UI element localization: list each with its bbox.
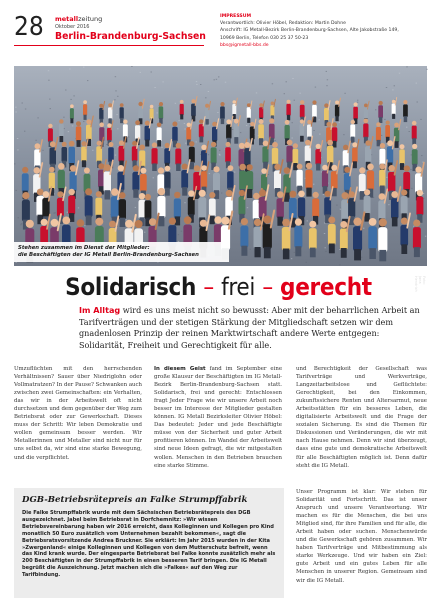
caption-line2: die Beschäftigten der IG Metall Berlin-Brandenburg-Sachsen: [18, 252, 199, 258]
column-2-text: fand im September eine große Klausur der Beschäftigten im IG Metall-Bezirk Berlin-Brandenburg-Sachsen statt. Solidarisch, frei und gerecht: Entschlossen fragt Jeder Frage wie wir unsere Arbeit noch besser im Interesse der Mitglieder gestalten können. IG Metall Bezirksleiter Olivier Höbel: Das bedeutet: Jeder und jede Beschäftigte müsse von der Sicherheit und guter Arbeit profitieren können. Im Wandel der Arbeitswelt sind neue Ideen gefragt, die wir mitgestalten wollen. Menschen in den Betrieben brauchen eine starke Stimme.: [154, 366, 283, 469]
brand-part-metall: metall: [55, 15, 79, 23]
crowd-illustration: [14, 66, 427, 266]
region-title: Berlin-Brandenburg-Sachsen: [55, 31, 206, 42]
column-1: Umzuflüchten mit den herrschenden Verhältnissen? Sauer über Niedriglohn oder Vollmatratzen? In der Pause? Schwanken auch zwischen zwei Gemeinschaften: ein Verhalten, das wir in der Arbeitswelt oft nicht durchsetzen und dem gegenüber der Weg zum Betriebsrat oder zur Gewerkschaft. Dieses muss der Schritt: Wir leben Demokratie und wollen gemeinsam besser werden. Wir Metallerinnen und Metaller sind nicht nur für uns selbst da, wir sind eine starke Bewegung, und die verpflichtet.: [14, 366, 142, 461]
info-box: [14, 488, 284, 598]
lead-text: wird es uns meist nicht so bewusst: Aber mit der beharrlichen Arbeit an Tarifverträgen und der stetigen Stärkung der Mitgliedschaft setzen wir dem gnadenlosen Prinzip der reinen Marktwirtschaft andere Werte entgegen: Solidarität, Freiheit und Gerechtigkeit für alle.: [79, 305, 420, 350]
column-2-keyword: In diesem Geist: [154, 366, 206, 372]
column-4: Unser Programm ist klar: Wir stehen für Solidarität und Fortschritt. Das ist unser Anspruch und unsere Verantwortung. Wir machen es für die Menschen, die bei uns Mitglied sind, für ihre Familien und für alle, die Arbeit haben oder suchen. Menschenwürde und die Gewerkschaft gehören zusammen. Wir haben Tarifverträge und Mitbestimmung als starke Werkzeuge. Und wir haben ein Ziel: gute Arbeit und ein gutes Leben für alle Menschen in unserer Region. Gemeinsam sind wir die IG Metall.: [296, 489, 427, 584]
headline-dash2: –: [262, 273, 273, 301]
article-lead: [79, 305, 425, 351]
photo-credit: Foto: Jana Hendrich: [414, 276, 426, 292]
column-3: und Berechtigkeit der Gesellschaft was Tarifverträge und Werkverträge, Langzeitarbeitslose und Geflüchtete: Gerechtigkeit, bei den Einkommen, zukunftssichere Renten und Altersarmut, neue Arbeitsstätten für ein besseres Leben, die digitalisierte Arbeitswelt und die Frage der sozialen Sicherung. Es sind die Themen für Diskussionen und Veränderungen, die wir mit nach Hause nehmen. Denn wir sind überzeugt, dass eine gute und demokratische Arbeitswelt für alle Beschäftigten möglich ist. Denn dafür steht die IG Metall.: [296, 366, 427, 469]
column-2: [154, 365, 282, 485]
issue-date: Oktober 2016: [55, 24, 90, 30]
lead-keyword: Im Alltag: [79, 305, 121, 315]
headline-part2: frei: [221, 273, 256, 301]
impressum-email[interactable]: bbs@igmetall-bbs.de: [220, 42, 269, 48]
article-headline: [0, 272, 437, 302]
impressum-line2: Anschrift: IG Metall-Bezirk Berlin-Brandenburg-Sachsen, Alte Jakobstraße 149,: [220, 28, 399, 34]
headline-part3: gerecht: [280, 273, 372, 301]
headline-part1: Solidarisch: [65, 273, 197, 301]
impressum: [220, 13, 430, 49]
impressum-title: IMPRESSUM: [220, 14, 252, 19]
headline-dash1: –: [203, 273, 214, 301]
caption-line1: Stehen zusammen im Dienst der Mitglieder:: [18, 245, 150, 251]
info-box-heading: DGB-Betriebsrätepreis an Falke Strumpffabrik: [22, 495, 248, 505]
publication-logo: [55, 15, 102, 23]
brand-part-zeitung: zeitung: [78, 15, 103, 23]
impressum-line3: 10969 Berlin, Telefon 030 25 37 50-23: [220, 35, 309, 41]
info-box-text: Die Falke Strumpffabrik wurde mit dem Sächsischen Betriebsrätepreis des DGB ausgezeichnet. Jabel beim Betriebsrat in Dorfchemnitz: »Wir wissen Betriebsvereinbarung haben wir 2016 erreicht, dass Kolleginnen und Kollegen pro Kind monatlich 50 Euro zusätzlich vom Unternehmen bezahlt bekommen«, sagt die Betriebsratsvorsitzende Andrea Bruckner. Sie erklärt: Im Jahr 2015 wurden in der Kita »Zwergenland« einige Kolleginnen und Kollegen von dem Mutterschutz befreit, wenn das Kind krank wurde. Der eingesparte Betriebsrat bei Falke konnte zusätzlich mehr als 200 Beschäftigten in der Strumpffabrik in einen besseren Tarif bringen. Die IG Metall begrüßt die Auszeichnung. Jetzt machen sich die »Falkes« auf den Weg zur Tarifbindung.: [22, 510, 276, 579]
impressum-line1: Verantwortlich: Olivier Höbel, Redaktion: Martin Dohne: [220, 21, 346, 27]
photo-caption: [14, 242, 229, 262]
header-divider: [14, 45, 204, 46]
page-number: 28: [14, 12, 44, 42]
